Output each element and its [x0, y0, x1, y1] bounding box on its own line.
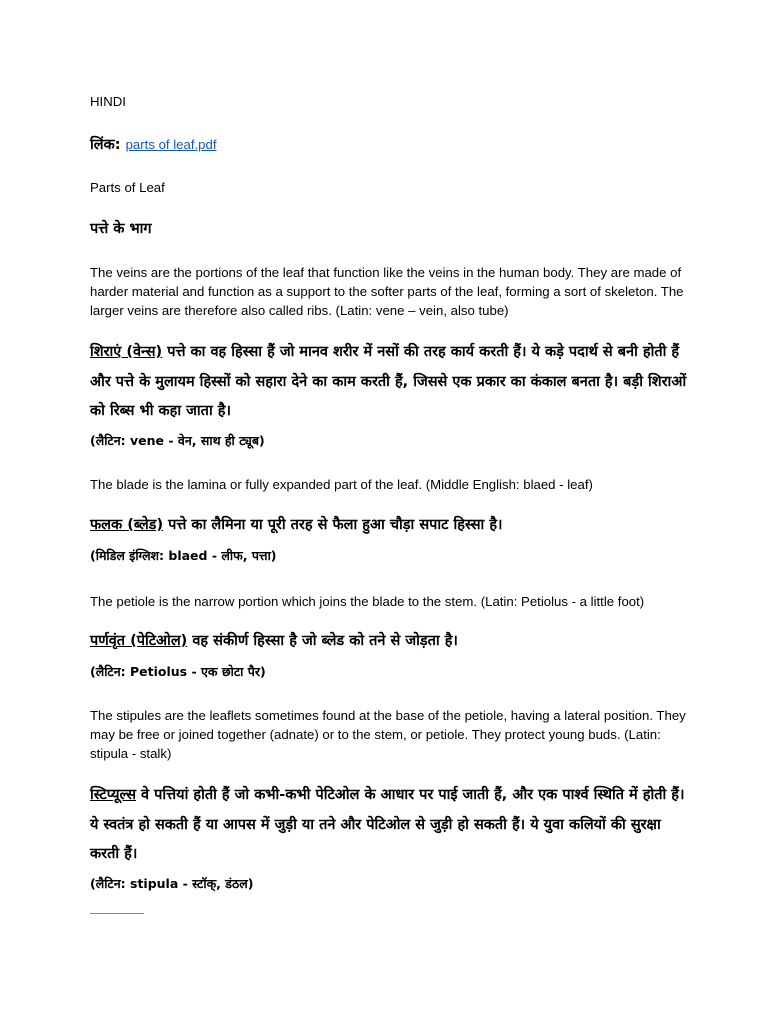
link-label: लिंक: — [90, 137, 121, 153]
blade-hindi-text: पत्ते का लैमिना या पूरी तरह से फैला हुआ चौड़ा सपाट हिस्सा है। — [163, 517, 503, 533]
blade-english-paragraph: The blade is the lamina or fully expanded part of the leaf. (Middle English: blaed - leaf) — [90, 477, 593, 492]
petiole-hindi-term: पर्णवृंत (पेटिओल) — [90, 633, 188, 649]
veins-english-paragraph: The veins are the portions of the leaf that function like the veins in the human body. They are made of harder material and function as a support to the softer parts of the leaf, forming a sort of skeleton. The larger veins are therefore also called ribs. (Latin: vene – vein, also tube) — [90, 265, 684, 318]
stipules-english-paragraph: The stipules are the leaflets sometimes found at the base of the petiole, having a lateral position. They may be free or joined together (adnate) or to the stem, or petiole. They protect young buds. (Latin: stipula - stalk) — [90, 708, 686, 761]
stipules-hindi-text: वे पत्तियां होती हैं जो कभी-कभी पेटिओल के आधार पर पाई जाती हैं, और एक पार्श्व स्थिति में होती हैं। ये स्वतंत्र हो सकती हैं या आपस में जुड़ी या तने और पेटिओल से जुड़ी हो सकती हैं। ये युवा कलियों की सुरक्षा करती हैं। — [90, 787, 685, 862]
veins-hindi-text: पत्ते का वह हिस्सा हैं जो मानव शरीर में नसों की तरह कार्य करती हैं। ये कड़े पदार्थ से बनी होती हैं और पत्ते के मुलायम हिस्सों को सहारा देने का काम करती हैं, जिससे एक प्रकार का कंकाल बनता है। बड़ी शिराओं को रिब्स भी कहा जाता है। — [90, 344, 687, 419]
stipules-hindi-term: स्टिप्यूल्स — [90, 787, 136, 803]
blade-latin-note: (मिडिल इंग्लिश: blaed - लीफ, पत्ता) — [90, 548, 277, 563]
veins-latin-note: (लैटिन: vene - वेन, साथ ही ट्यूब) — [90, 433, 265, 448]
stipules-latin-note: (लैटिन: stipula - स्टॉक्, डंठल) — [90, 876, 254, 891]
petiole-hindi-paragraph — [90, 627, 690, 657]
petiole-latin-note: (लैटिन: Petiolus - एक छोटा पैर) — [90, 664, 266, 679]
title-hindi: पत्ते के भाग — [90, 221, 152, 237]
link-row — [90, 130, 690, 161]
petiole-hindi-text: वह संकीर्ण हिस्सा है जो ब्लेड को तने से जोड़ता है। — [187, 633, 458, 649]
stipules-hindi-paragraph — [90, 781, 690, 870]
petiole-english-paragraph: The petiole is the narrow portion which joins the blade to the stem. (Latin: Petiolus - a little foot) — [90, 594, 645, 609]
pdf-link[interactable]: parts of leaf.pdf — [125, 137, 217, 152]
language-heading: HINDI — [90, 94, 126, 109]
footnote-divider — [90, 913, 144, 914]
veins-hindi-term: शिराएं (वेन्स) — [90, 344, 163, 360]
veins-hindi-paragraph — [90, 338, 690, 427]
blade-hindi-term: फलक (ब्लेड) — [90, 517, 164, 533]
blade-hindi-paragraph — [90, 511, 690, 541]
title-english: Parts of Leaf — [90, 180, 165, 195]
